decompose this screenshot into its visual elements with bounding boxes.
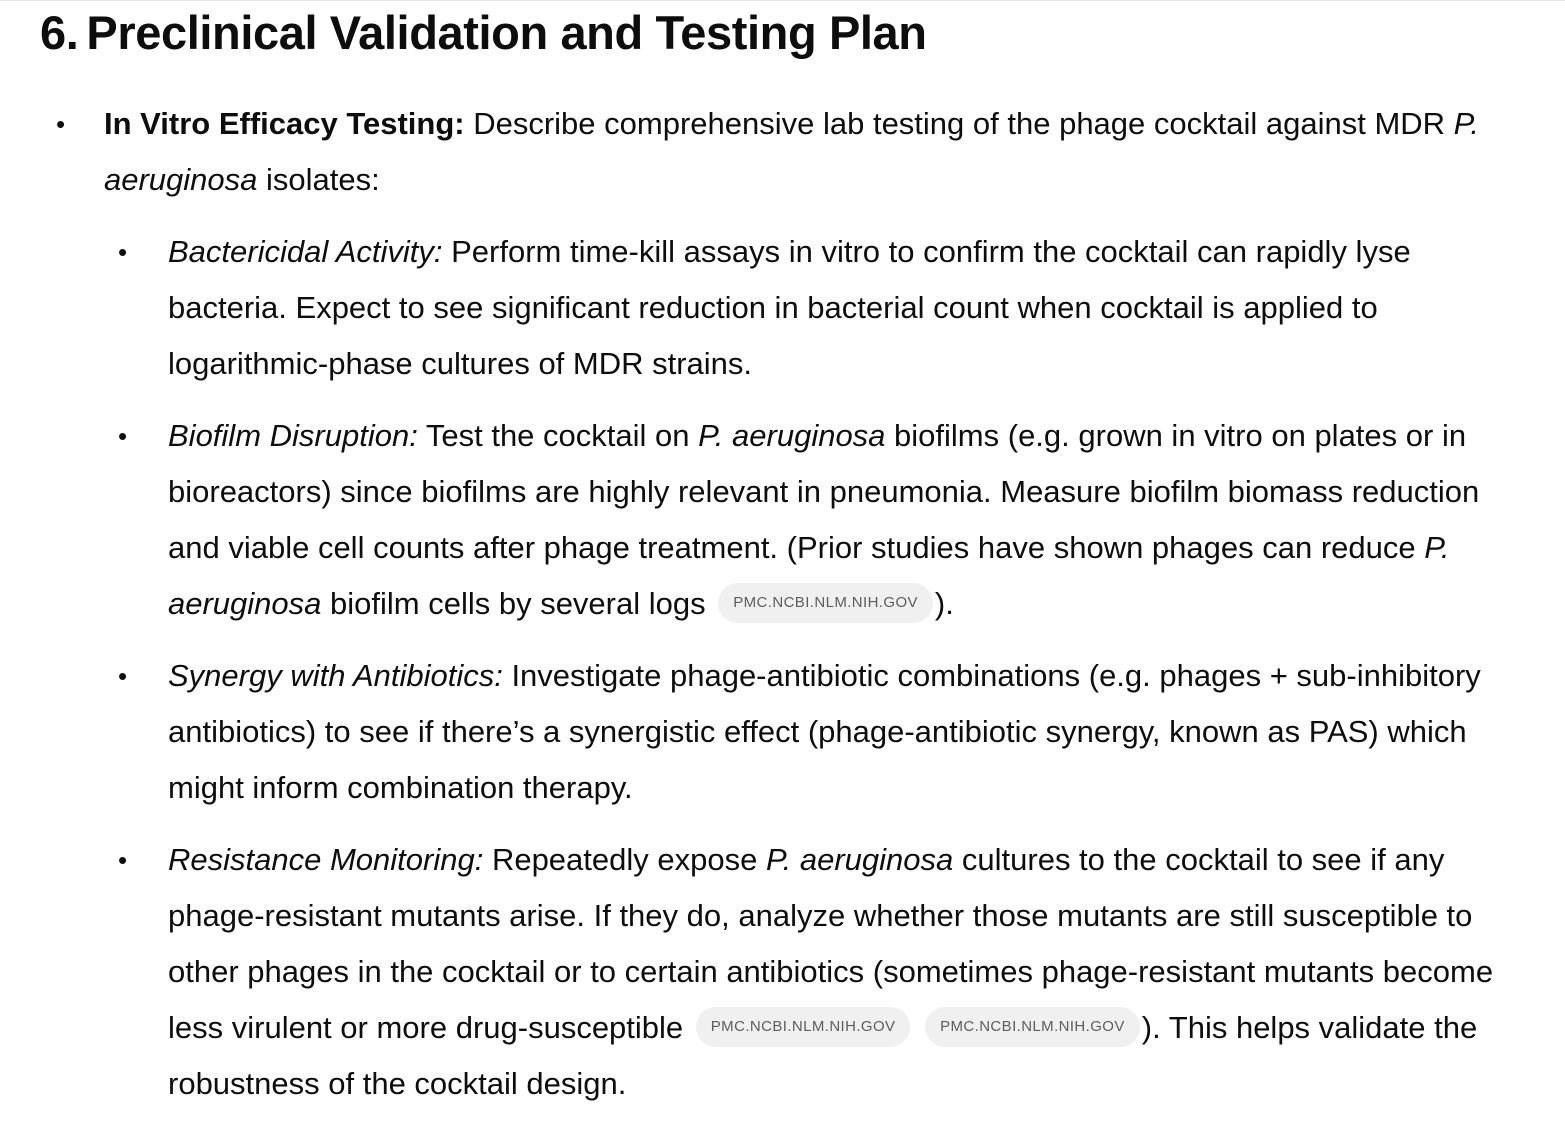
species-name: P. aeruginosa [168, 530, 1450, 621]
bullet-marker: • [118, 661, 128, 691]
bullet-marker: • [118, 237, 128, 267]
species-name: P. aeruginosa [698, 418, 886, 453]
item-text [912, 1010, 921, 1045]
item-text: ). This helps validate the robustness of the cocktail design. [168, 1010, 1478, 1101]
item-lead: Synergy with Antibiotics: [168, 658, 503, 693]
list-item-in-vitro [0, 96, 1565, 208]
source-citation-chip[interactable]: PMC.NCBI.NLM.NIH.GOV [925, 1007, 1140, 1047]
section-title: Preclinical Validation and Testing Plan [86, 6, 927, 59]
list-item-text [168, 224, 1515, 392]
item-lead: In Vitro Efficacy Testing: [104, 106, 465, 141]
item-text: Perform time-kill assays in vitro to confirm the cocktail can rapidly lyse bacteria. Expect to see significant reduction in bacterial count when cocktail is applied to logarithmic-phase cultures of MDR strains. [168, 234, 1411, 381]
sub-list [0, 224, 1565, 1112]
list-item-text [168, 832, 1515, 1112]
item-lead: Biofilm Disruption: [168, 418, 418, 453]
item-text: biofilms (e.g. grown in vitro on plates or in bioreactors) since biofilms are highly relevant in pneumonia. Measure biofilm biomass reduction and viable cell counts after phage treatment. (Prior studies have shown phages can reduce [168, 418, 1480, 565]
section-content [0, 96, 1565, 1128]
species-name: P. aeruginosa [104, 106, 1479, 197]
item-text: Investigate phage-antibiotic combinations (e.g. phages + sub-inhibitory antibiotics) to see if there’s a synergistic effect (phage-antibiotic synergy, known as PAS) which might inform combination therapy. [168, 658, 1481, 805]
item-text: cultures to the cocktail to see if any phage-resistant mutants arise. If they do, analyze whether those mutants are still susceptible to other phages in the cocktail or to certain antibiotics (sometimes phage-resistant mutants become less virulent or more drug-susceptible [168, 842, 1494, 1045]
list-item-resistance [0, 832, 1565, 1112]
item-text: Test the cocktail on [417, 418, 699, 453]
bullet-marker: • [56, 109, 66, 139]
item-lead: Resistance Monitoring: [168, 842, 484, 877]
item-text: Repeatedly expose [483, 842, 766, 877]
bullet-marker: • [118, 421, 128, 451]
section-number: 6. [40, 6, 79, 59]
source-citation-chip[interactable]: PMC.NCBI.NLM.NIH.GOV [696, 1007, 911, 1047]
list-item-text [168, 408, 1515, 632]
list-item-text [168, 648, 1515, 816]
item-text: Describe comprehensive lab testing of the phage cocktail against MDR [464, 106, 1454, 141]
section-heading [40, 2, 927, 64]
species-name: P. aeruginosa [765, 842, 954, 877]
source-citation-chip[interactable]: PMC.NCBI.NLM.NIH.GOV [718, 583, 933, 623]
item-text: ). [934, 586, 954, 621]
list-item-biofilm [0, 408, 1565, 632]
item-text: isolates: [257, 162, 380, 197]
list-item-bactericidal [0, 224, 1565, 392]
item-text: biofilm cells by several logs [321, 586, 715, 621]
bullet-marker: • [118, 845, 128, 875]
list-item-synergy [0, 648, 1565, 816]
item-lead: Bactericidal Activity: [168, 234, 443, 269]
top-divider [0, 0, 1565, 1]
list-item-text [104, 96, 1515, 208]
